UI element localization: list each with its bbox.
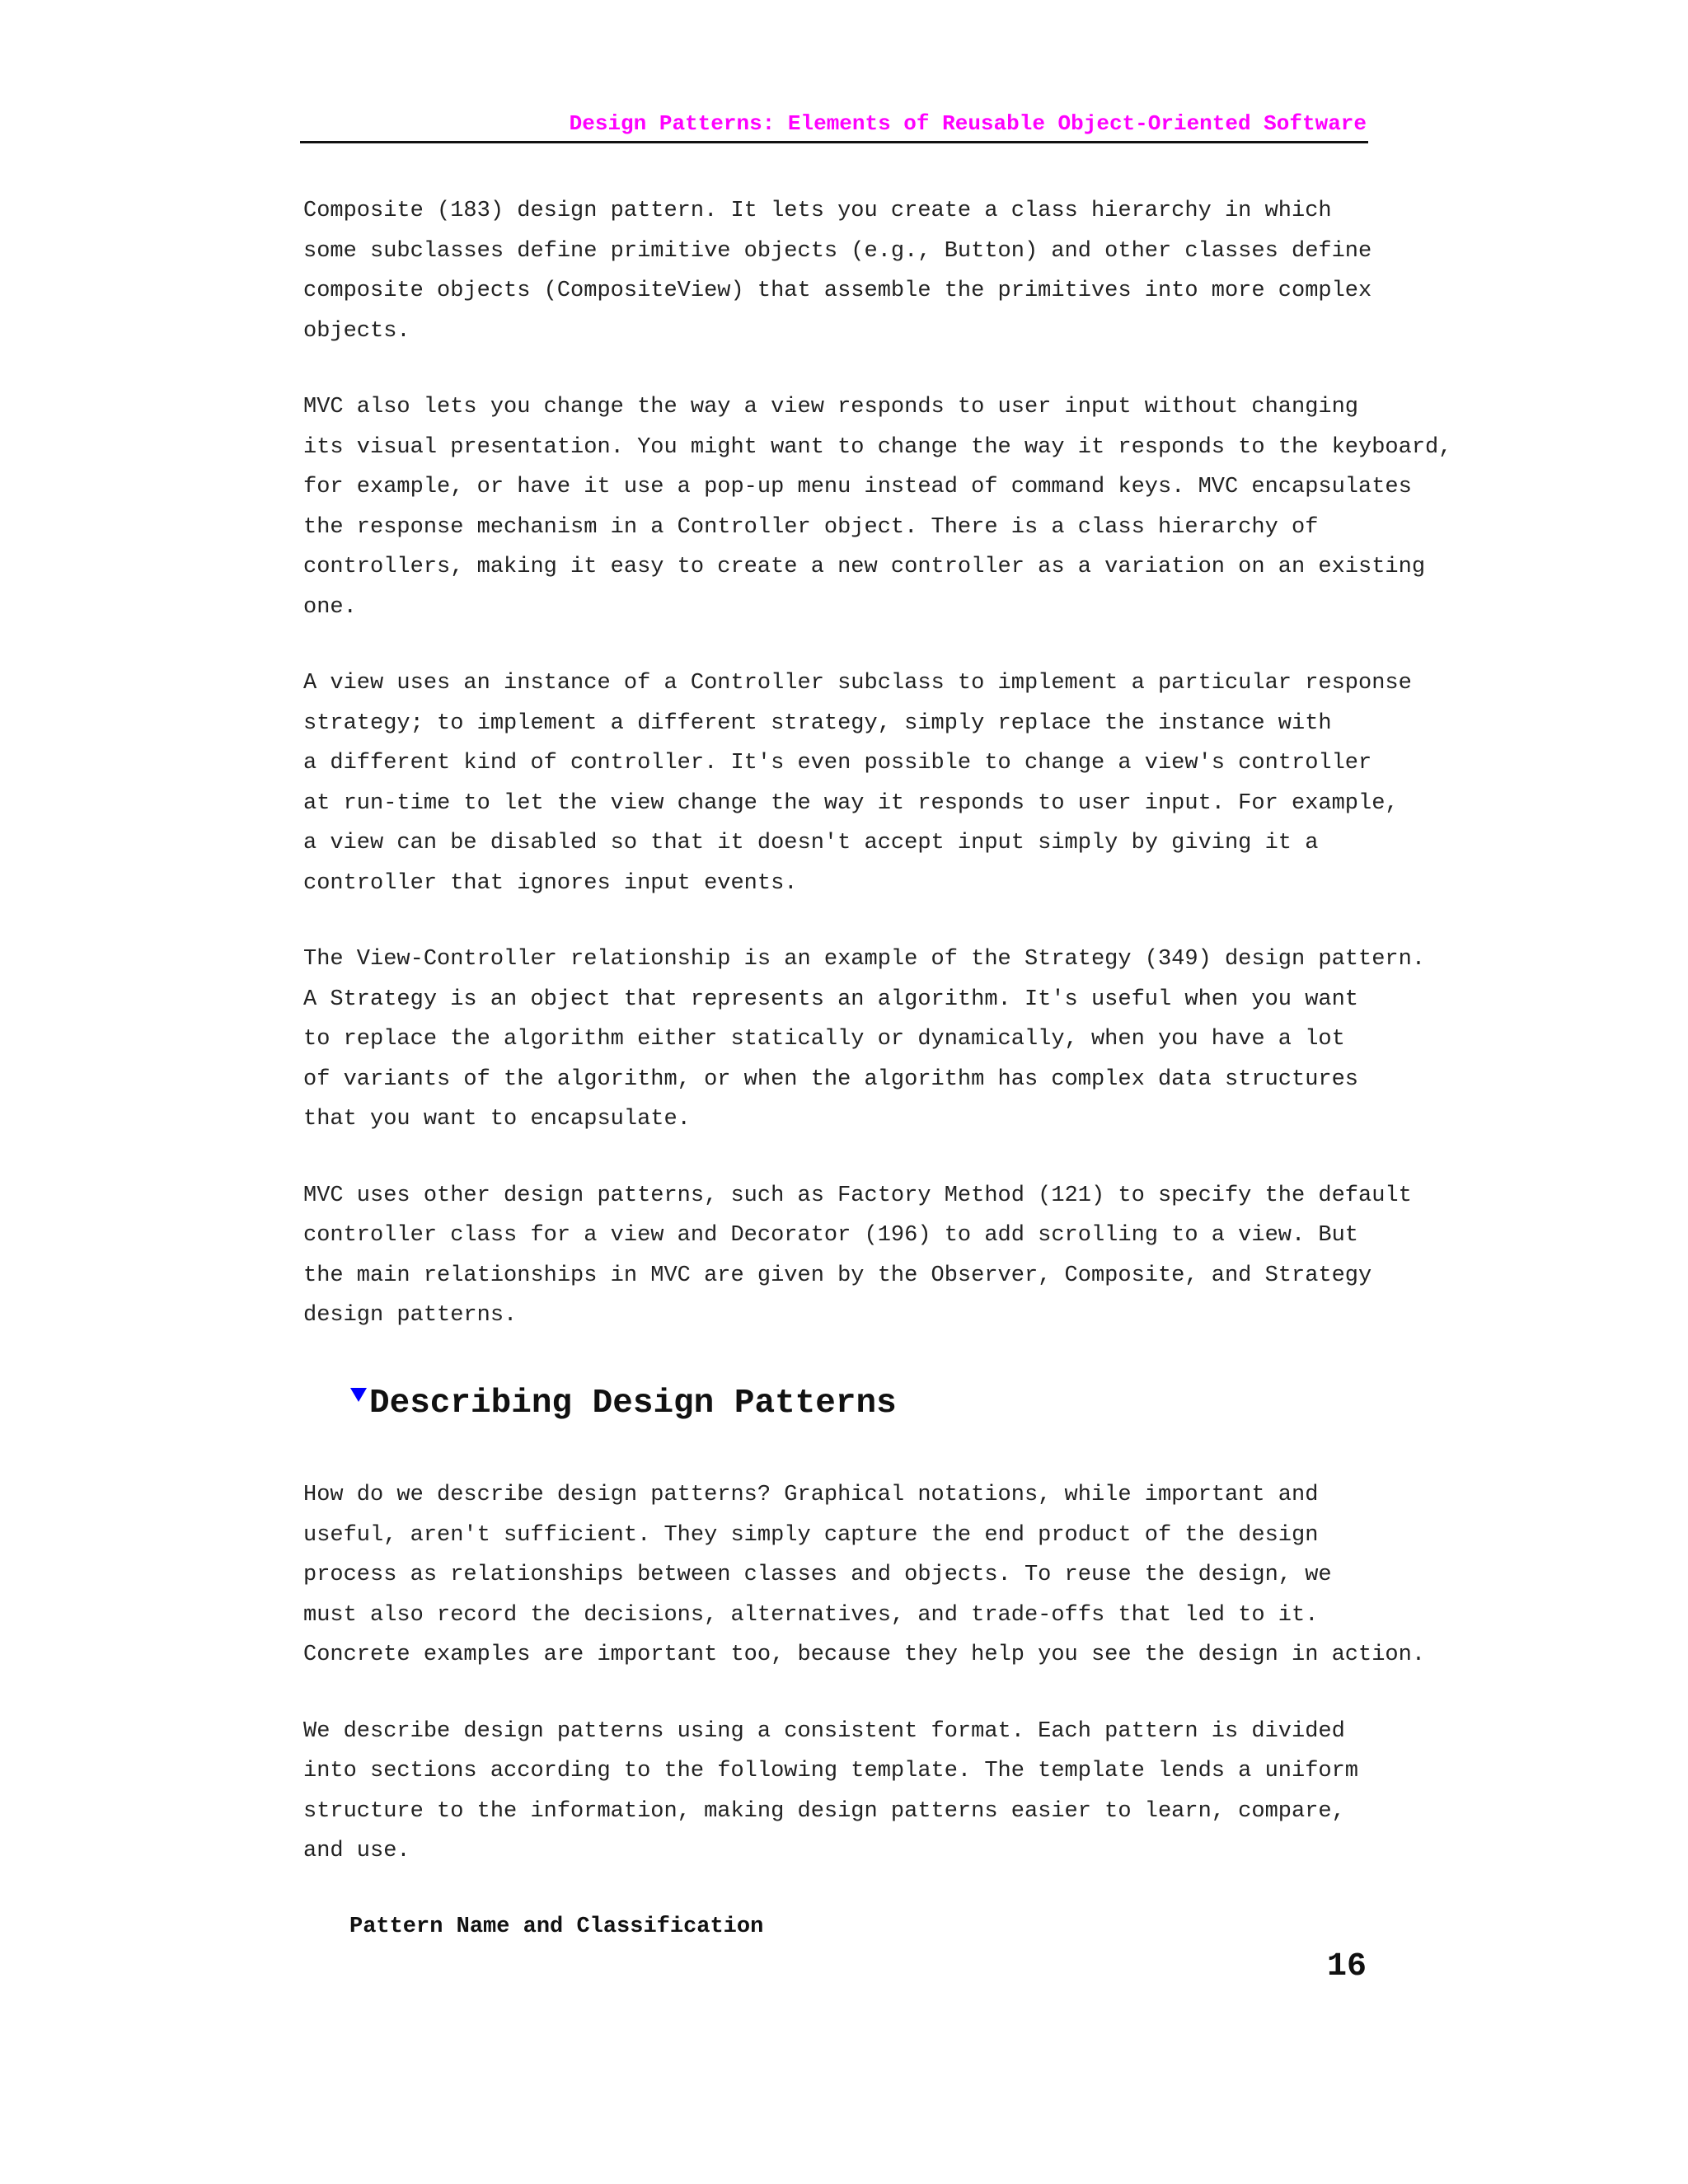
text-line: the main relationships in MVC are given by the Observer, Composite, and Strategy — [303, 1263, 1372, 1288]
text-line: How do we describe design patterns? Graphical notations, while important and — [303, 1483, 1319, 1507]
text-line: Composite (183) design pattern. It lets you create a class hierarchy in which — [303, 199, 1332, 223]
text-line: A Strategy is an object that represents an algorithm. It's useful when you want — [303, 987, 1359, 1012]
text-line: controllers, making it easy to create a new controller as a variation on an existing — [303, 555, 1426, 579]
text-line: controller that ignores input events. — [303, 870, 798, 896]
text-line: Concrete examples are important too, because they help you see the design in action. — [303, 1643, 1426, 1667]
text-line: for example, or have it use a pop-up menu instead of command keys. MVC encapsulates — [303, 475, 1412, 499]
paragraph-strategy-use — [303, 663, 1412, 903]
body-text-top — [303, 191, 1452, 1372]
text-line: We describe design patterns using a consistent format. Each pattern is divided — [303, 1718, 1345, 1744]
book-title: Design Patterns: Elements of Reusable Object-Oriented Software — [569, 111, 1367, 136]
triangle-down-icon[interactable] — [349, 1386, 368, 1407]
text-line: controller class for a view and Decorator (196) to add scrolling to a view. But — [303, 1223, 1359, 1248]
template-subheading: Pattern Name and Classification — [349, 1915, 764, 1939]
text-line: structure to the information, making design patterns easier to learn, compare, — [303, 1798, 1345, 1824]
text-line: of variants of the algorithm, or when the algorithm has complex data structures — [303, 1066, 1359, 1092]
paragraph-format — [303, 1712, 1391, 1872]
text-line: into sections according to the following template. The template lends a uniform — [303, 1759, 1359, 1783]
text-line: objects. — [303, 318, 410, 344]
text-line: that you want to encapsulate. — [303, 1107, 691, 1132]
text-line: must also record the decisions, alternatives, and trade-offs that led to it. — [303, 1602, 1319, 1628]
text-line: process as relationships between classes and objects. To reuse the design, we — [303, 1563, 1332, 1587]
running-header — [300, 111, 1368, 143]
page-number: 16 — [1326, 1948, 1367, 1985]
paragraph-other-patterns — [303, 1176, 1412, 1336]
paragraph-composite — [303, 191, 1391, 351]
text-line: A view uses an instance of a Controller subclass to implement a particular response — [303, 671, 1412, 696]
text-line: to replace the algorithm either statically or dynamically, when you have a lot — [303, 1027, 1345, 1052]
text-line: strategy; to implement a different strategy, simply replace the instance with — [303, 710, 1332, 736]
text-line: its visual presentation. You might want to change the way it responds to the keyboard, — [303, 434, 1452, 460]
section-title: Describing Design Patterns — [369, 1385, 897, 1422]
paragraph-describing — [303, 1475, 1426, 1675]
text-line: the response mechanism in a Controller object. There is a class hierarchy of — [303, 514, 1319, 540]
section-heading — [349, 1381, 897, 1426]
paragraph-view-controller — [303, 940, 1426, 1140]
text-line: some subclasses define primitive objects (e.g., Button) and other classes define — [303, 238, 1372, 264]
text-line: MVC uses other design patterns, such as Factory Method (121) to specify the default — [303, 1183, 1412, 1208]
text-line: one. — [303, 594, 357, 620]
text-line: composite objects (CompositeView) that assemble the primitives into more complex — [303, 279, 1372, 303]
text-line: a view can be disabled so that it doesn't accept input simply by giving it a — [303, 831, 1319, 855]
text-line: useful, aren't sufficient. They simply capture the end product of the design — [303, 1522, 1319, 1548]
paragraph-controller — [303, 387, 1452, 627]
text-line: The View-Controller relationship is an example of the Strategy (349) design pattern. — [303, 947, 1426, 972]
text-line: at run-time to let the view change the way it responds to user input. For example, — [303, 790, 1399, 816]
text-line: a different kind of controller. It's even possible to change a view's controller — [303, 751, 1372, 776]
text-line: and use. — [303, 1839, 410, 1863]
body-text-bottom — [303, 1475, 1426, 1908]
text-line: design patterns. — [303, 1303, 518, 1328]
text-line: MVC also lets you change the way a view responds to user input without changing — [303, 395, 1359, 419]
